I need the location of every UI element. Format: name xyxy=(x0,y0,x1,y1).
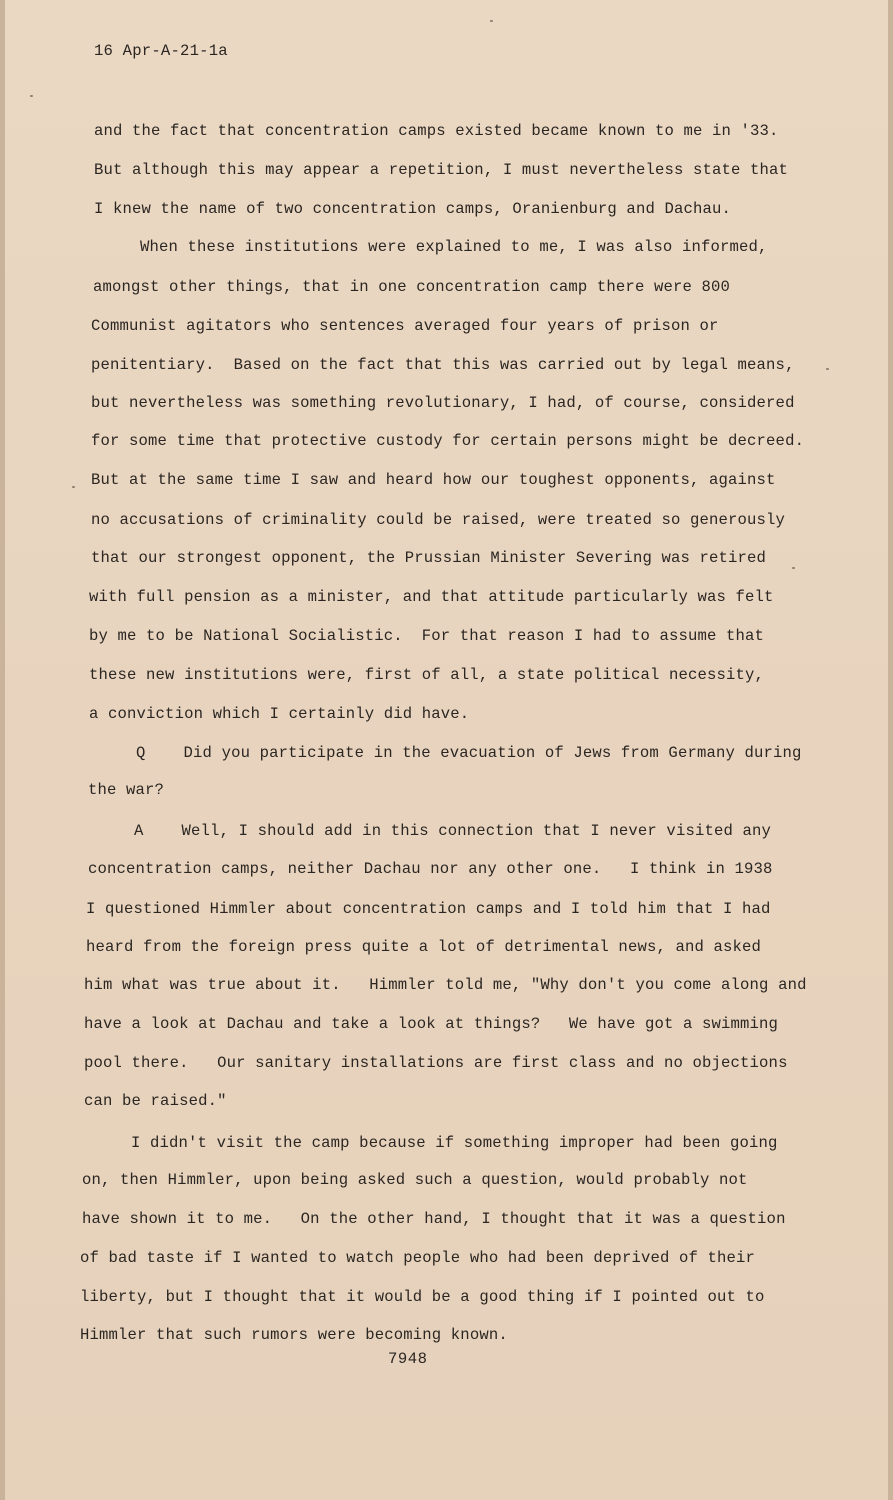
text-line: pool there. Our sanitary installations are first class and no objections xyxy=(84,1054,788,1072)
text-line: amongst other things, that in one concentration camp there were 800 xyxy=(93,278,731,296)
text-line: by me to be National Socialistic. For that reason I had to assume that xyxy=(89,627,765,645)
text-line: that our strongest opponent, the Prussian Minister Severing was retired xyxy=(91,549,767,567)
paper-speck xyxy=(792,567,795,569)
text-line: these new institutions were, first of all, a state political necessity, xyxy=(89,666,765,684)
text-line: the war? xyxy=(88,781,165,799)
text-line: penitentiary. Based on the fact that this was carried out by legal means, xyxy=(91,356,795,374)
text-line: concentration camps, neither Dachau nor any other one. I think in 1938 xyxy=(88,860,773,878)
page-left-edge xyxy=(0,0,5,1500)
text-line: I didn't visit the camp because if something improper had been going xyxy=(131,1134,778,1152)
text-line: have a look at Dachau and take a look at things? We have got a swimming xyxy=(84,1015,779,1033)
text-line: Communist agitators who sentences averaged four years of prison or xyxy=(91,317,719,335)
text-line: and the fact that concentration camps existed became known to me in '33. xyxy=(94,122,779,140)
paper-speck xyxy=(826,368,829,370)
text-line: but nevertheless was something revolutionary, I had, of course, considered xyxy=(91,394,795,412)
text-line: But at the same time I saw and heard how our toughest opponents, against xyxy=(91,471,776,489)
text-line: him what was true about it. Himmler told me, "Why don't you come along and xyxy=(84,976,807,994)
text-line: liberty, but I thought that it would be a good thing if I pointed out to xyxy=(80,1288,765,1306)
question-line: Q Did you participate in the evacuation of Jews from Germany during xyxy=(136,744,802,762)
text-line: on, then Himmler, upon being asked such a question, would probably not xyxy=(82,1171,748,1189)
page-number: 7948 xyxy=(388,1350,428,1368)
text-line: But although this may appear a repetition, I must nevertheless state that xyxy=(94,161,789,179)
text-line: no accusations of criminality could be raised, were treated so generously xyxy=(91,511,786,529)
text-line: I knew the name of two concentration camps, Oranienburg and Dachau. xyxy=(94,200,732,218)
text-line: of bad taste if I wanted to watch people who had been deprived of their xyxy=(80,1249,756,1267)
text-line: When these institutions were explained to me, I was also informed, xyxy=(140,238,768,256)
paper-speck xyxy=(490,20,493,22)
text-line: heard from the foreign press quite a lot of detrimental news, and asked xyxy=(86,938,762,956)
paper-speck xyxy=(72,486,75,488)
text-line: a conviction which I certainly did have. xyxy=(89,705,470,723)
text-line: with full pension as a minister, and that attitude particularly was felt xyxy=(89,588,774,606)
text-line: for some time that protective custody for certain persons might be decreed. xyxy=(91,432,805,450)
page-right-edge xyxy=(888,0,893,1500)
text-line: have shown it to me. On the other hand, I thought that it was a question xyxy=(82,1210,786,1228)
text-line: can be raised." xyxy=(84,1092,227,1110)
document-reference: 16 Apr-A-21-1a xyxy=(94,42,228,60)
text-line: Himmler that such rumors were becoming known. xyxy=(80,1326,508,1344)
text-line: I questioned Himmler about concentration camps and I told him that I had xyxy=(86,900,771,918)
answer-line: A Well, I should add in this connection that I never visited any xyxy=(134,822,772,840)
paper-speck xyxy=(30,95,33,97)
